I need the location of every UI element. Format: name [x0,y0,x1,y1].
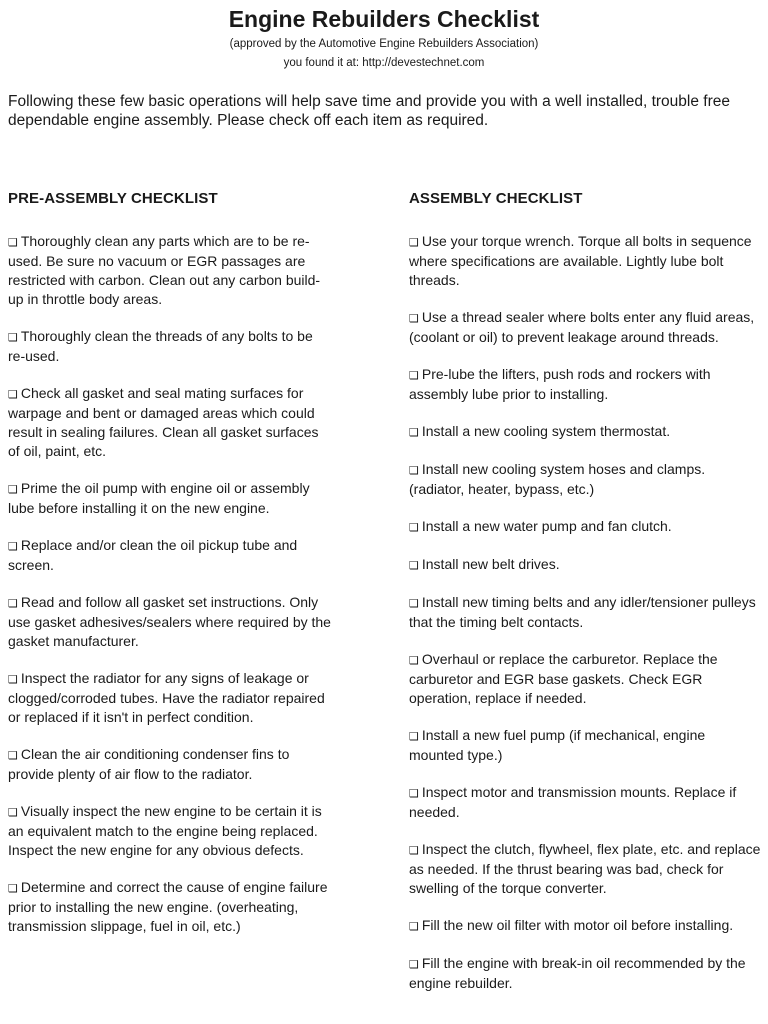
assembly-item [409,916,761,936]
pre-assembly-heading: PRE-ASSEMBLY CHECKLIST [8,190,218,207]
document-subtitle: (approved by the Automotive Engine Rebuilders Association) [229,38,539,50]
assembly-item [409,308,761,347]
pre-assembly-item-text: Read and follow all gasket set instructions. Only use gasket adhesives/sealers where required by the gasket manufacturer. [8,594,331,649]
checkbox-icon[interactable]: ❑ [409,464,419,477]
assembly-item-text: Use your torque wrench. Torque all bolts in sequence where specifications are available. Lightly lube bolt threads. [409,233,752,288]
pre-assembly-item-text: Thoroughly clean the threads of any bolts to be re-used. [8,328,313,364]
assembly-item-text: Fill the engine with break-in oil recommended by the engine rebuilder. [409,955,746,991]
assembly-column [409,189,761,1011]
pre-assembly-item [8,593,333,651]
checkbox-icon[interactable]: ❑ [8,806,18,819]
pre-assembly-item [8,327,333,366]
source-credit: you found it at: http://devestechnet.com [283,57,485,69]
assembly-item-text: Overhaul or replace the carburetor. Replace the carburetor and EGR base gaskets. Check EGR operation, replace if needed. [409,651,718,706]
checkbox-icon[interactable]: ❑ [8,597,18,610]
assembly-item-text: Use a thread sealer where bolts enter any fluid areas, (coolant or oil) to prevent leakage around threads. [409,309,755,345]
assembly-item-text: Install new timing belts and any idler/tensioner pulleys that the timing belt contacts. [409,594,756,630]
assembly-item [409,783,761,822]
checkbox-icon[interactable]: ❑ [409,369,419,382]
checkbox-icon[interactable]: ❑ [409,559,419,572]
checkbox-icon[interactable]: ❑ [8,483,18,496]
checkbox-icon[interactable]: ❑ [409,654,419,667]
checkbox-icon[interactable]: ❑ [409,521,419,534]
intro-paragraph: Following these few basic operations will help save time and provide you with a well installed, trouble free dependable engine assembly. Please check off each item as required. [8,93,730,129]
assembly-item [409,365,761,404]
assembly-item [409,593,761,632]
pre-assembly-column [8,189,333,954]
assembly-item-text: Install new belt drives. [421,556,560,572]
pre-assembly-item-text: Inspect the radiator for any signs of leakage or clogged/corroded tubes. Have the radiator repaired or replaced if it isn't in perfect condition. [8,670,325,725]
checkbox-icon[interactable]: ❑ [409,730,419,743]
pre-assembly-item-text: Visually inspect the new engine to be certain it is an equivalent match to the engine being replaced. Inspect the new engine for any obvious defects. [8,803,322,858]
assembly-item [409,460,761,499]
assembly-item-text: Install a new fuel pump (if mechanical, engine mounted type.) [409,727,706,763]
pre-assembly-list [8,232,333,936]
pre-assembly-item [8,232,333,309]
assembly-item [409,555,761,575]
pre-assembly-item-text: Clean the air conditioning condenser fins to provide plenty of air flow to the radiator. [8,746,290,782]
checkbox-icon[interactable]: ❑ [409,312,419,325]
assembly-item-text: Fill the new oil filter with motor oil before installing. [421,917,734,933]
checkbox-icon[interactable]: ❑ [8,749,18,762]
checkbox-icon[interactable]: ❑ [409,426,419,439]
assembly-item-text: Pre-lube the lifters, push rods and rockers with assembly lube prior to installing. [409,366,711,402]
assembly-item [409,232,761,290]
pre-assembly-item-text: Thoroughly clean any parts which are to be re-used. Be sure no vacuum or EGR passages are restricted with carbon. Clean out any carbon build-up in throttle body areas. [8,233,321,307]
pre-assembly-item [8,384,333,461]
checkbox-icon[interactable]: ❑ [8,540,18,553]
assembly-item [409,840,761,898]
pre-assembly-item-text: Determine and correct the cause of engine failure prior to installing the new engine. (overheating, transmission slippage, fuel in oil, etc.) [8,879,328,934]
pre-assembly-item [8,669,333,727]
pre-assembly-item [8,802,333,860]
document-title: Engine Rebuilders Checklist [228,6,540,32]
assembly-heading: ASSEMBLY CHECKLIST [409,190,583,207]
checkbox-icon[interactable]: ❑ [409,844,419,857]
checkbox-icon[interactable]: ❑ [8,388,18,401]
checkbox-icon[interactable]: ❑ [8,236,18,249]
assembly-item [409,726,761,765]
assembly-item-text: Inspect motor and transmission mounts. Replace if needed. [409,784,737,820]
checkbox-icon[interactable]: ❑ [8,673,18,686]
pre-assembly-item-text: Replace and/or clean the oil pickup tube and screen. [8,537,298,573]
assembly-item-text: Install a new water pump and fan clutch. [421,518,672,534]
checkbox-icon[interactable]: ❑ [8,331,18,344]
assembly-list [409,232,761,993]
pre-assembly-item [8,878,333,936]
checkbox-icon[interactable]: ❑ [8,882,18,895]
assembly-item-text: Install a new cooling system thermostat. [421,423,671,439]
pre-assembly-item [8,745,333,784]
checkbox-icon[interactable]: ❑ [409,787,419,800]
pre-assembly-item-text: Prime the oil pump with engine oil or assembly lube before installing it on the new engine. [8,480,310,516]
pre-assembly-item [8,536,333,575]
assembly-item [409,954,761,993]
checkbox-icon[interactable]: ❑ [409,597,419,610]
assembly-item-text: Install new cooling system hoses and clamps. (radiator, heater, bypass, etc.) [409,461,706,497]
checkbox-icon[interactable]: ❑ [409,236,419,249]
assembly-item [409,650,761,708]
assembly-item [409,422,761,442]
pre-assembly-item [8,479,333,518]
checkbox-icon[interactable]: ❑ [409,920,419,933]
assembly-item-text: Inspect the clutch, flywheel, flex plate, etc. and replace as needed. If the thrust bearing was bad, check for swelling of the torque converter. [409,841,761,896]
assembly-item [409,517,761,537]
pre-assembly-item-text: Check all gasket and seal mating surfaces for warpage and bent or damaged areas which could result in sealing failures. Clean all gasket surfaces of oil, paint, etc. [8,385,319,459]
checkbox-icon[interactable]: ❑ [409,958,419,971]
